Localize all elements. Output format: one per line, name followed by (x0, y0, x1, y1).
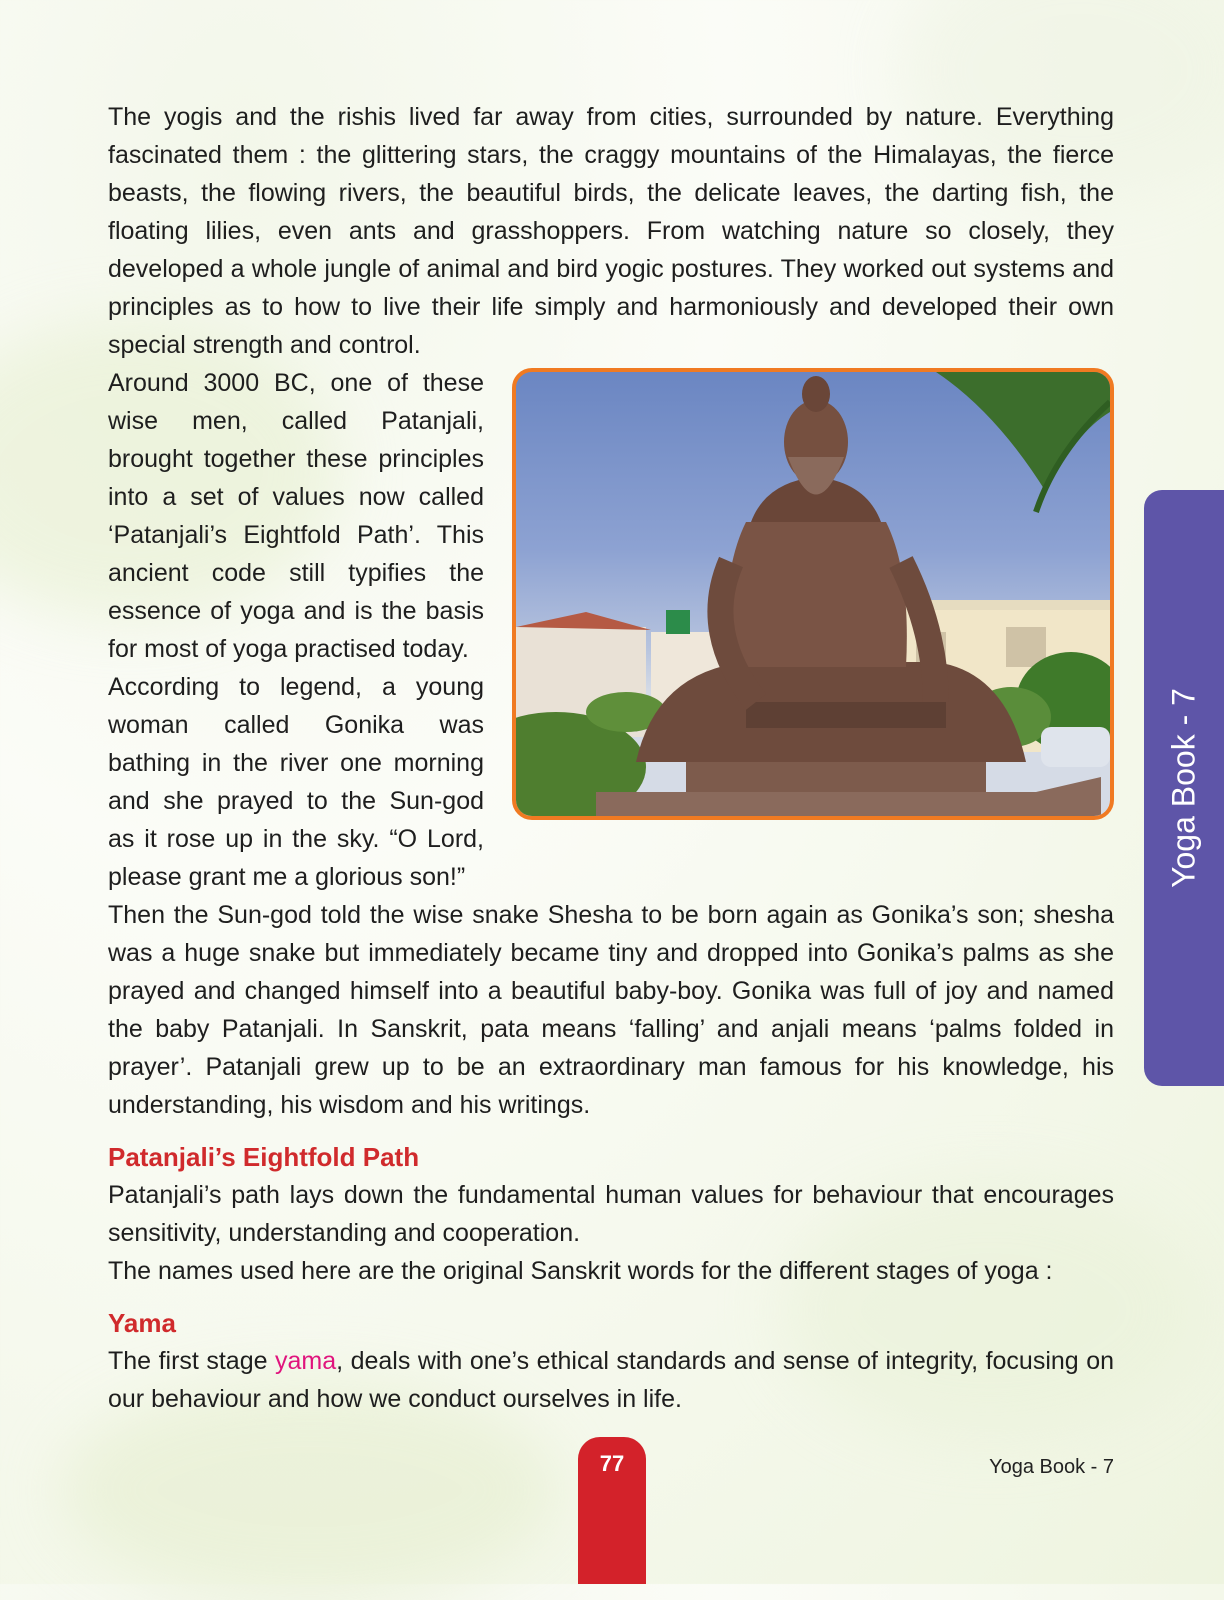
yama-text-after: , deals with one’s ethical standards and sense of integrity, focusing on our behaviour and how we conduct ourselves in life. (108, 1347, 1114, 1413)
sun-god-paragraph: Then the Sun-god told the wise snake Shesha to be born again as Gonika’s son; shesha was a huge snake but immediately became tiny and dropped into Gonika’s palms as she prayed and changed himself into a beautiful baby-boy. Gonika was full of joy and named the baby Patanjali. In Sanskrit, pata means ‘falling’ and anjali means ‘palms folded in prayer’. Patanjali grew up to be an extraordinary man famous for his knowledge, his understanding, his wisdom and his writings. (108, 901, 1114, 1119)
legend-paragraph: According to legend, a young woman called Gonika was bathing in the river one morning and she prayed to the Sun-god as it rose up in the sky. “O Lord, please grant me a glorious son!” (108, 673, 484, 891)
sanskrit-names-paragraph: The names used here are the original Sanskrit words for the different stages of yoga : (108, 1257, 1053, 1285)
side-tab (1144, 490, 1224, 1086)
yama-highlight: yama (275, 1347, 337, 1375)
patanjali-paragraph: Around 3000 BC, one of these wise men, called Patanjali, brought together these principles into a set of values now called ‘Patanjali’s Eightfold Path’. This ancient code still typifies the essence of yoga and is the basis for most of yoga practised today. (108, 369, 484, 663)
footer-book-title: Yoga Book - 7 (989, 1456, 1114, 1478)
statue-illustration (516, 372, 1110, 816)
patanjali-statue-photo (512, 368, 1114, 820)
page-content (108, 98, 1114, 1418)
page-number-badge: 77 (578, 1437, 646, 1584)
intro-paragraph: The yogis and the rishis lived far away from cities, surrounded by nature. Everything fascinated them : the glittering stars, the craggy mountains of the Himalayas, the fierce beasts, the flowing rivers, the beautiful birds, the delicate leaves, the darting fish, the floating lilies, even ants and grasshoppers. From watching nature so closely, they developed a whole jungle of animal and bird yogic postures. They worked out systems and principles as to how to live their life simply and harmoniously and developed their own special strength and control. (108, 103, 1114, 359)
yama-text-before: The first stage (108, 1347, 276, 1375)
eightfold-path-paragraph: Patanjali’s path lays down the fundamental human values for behaviour that encourages sensitivity, understanding and cooperation. (108, 1181, 1114, 1247)
eightfold-path-heading: Patanjali’s Eightfold Path (108, 1142, 420, 1172)
yama-heading: Yama (108, 1308, 176, 1338)
yama-paragraph (108, 1342, 1114, 1418)
side-tab-label: Yoga Book - 7 (1165, 688, 1202, 888)
